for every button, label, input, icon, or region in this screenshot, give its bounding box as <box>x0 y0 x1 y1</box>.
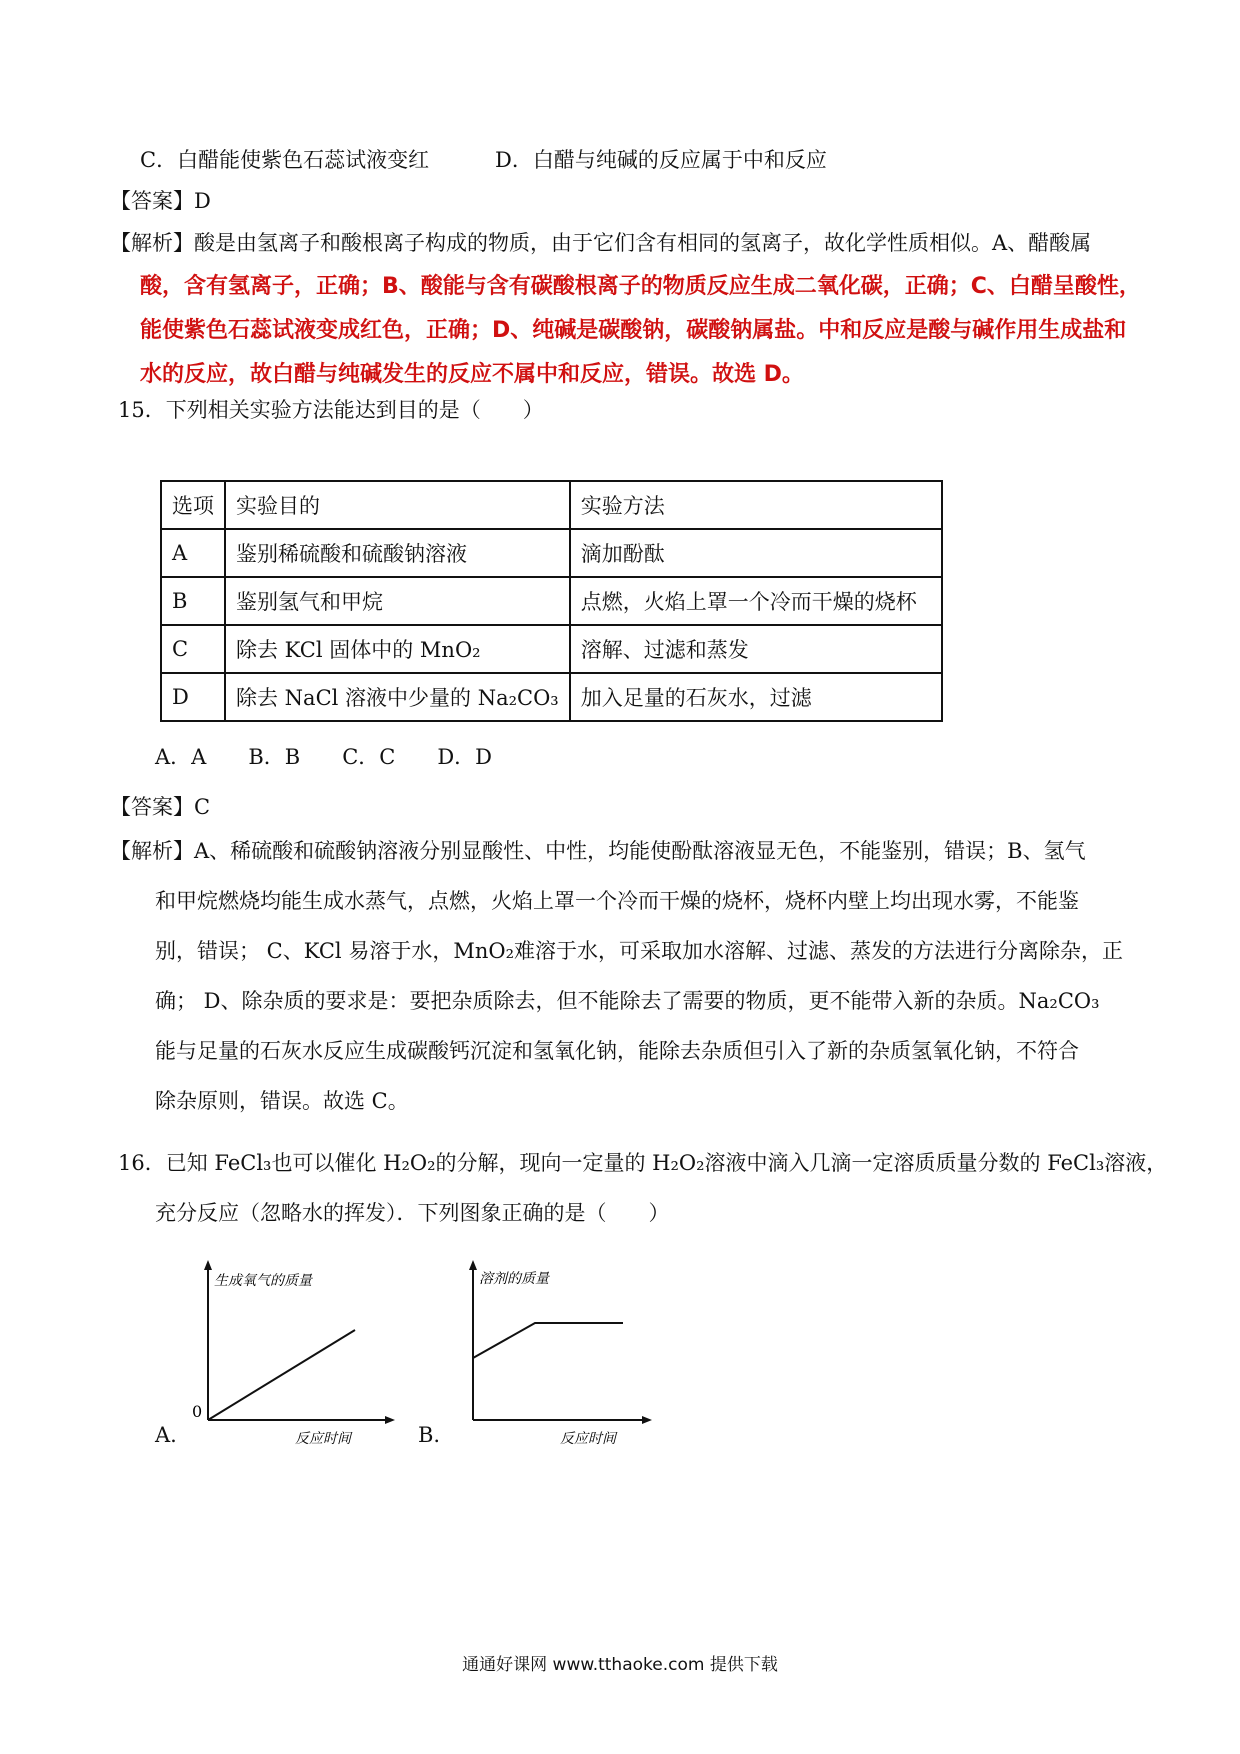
table-cell: D <box>161 673 225 721</box>
table-row <box>161 673 942 721</box>
table-cell: C <box>161 625 225 673</box>
table-cell: 滴加酚酞 <box>570 529 942 577</box>
graph-a-x-arrow <box>385 1416 395 1424</box>
answer-label: 【答案】 <box>110 189 194 213</box>
q15-analysis-line-5: 能与足量的石灰水反应生成碳酸钙沉淀和氢氧化钠，能除去杂质但引入了新的杂质氢氧化钠，不符合 <box>155 1039 1079 1063</box>
q14-analysis-line-1 <box>110 218 1091 268</box>
graph-a-label: A. <box>155 1423 177 1447</box>
graph-a-data-line <box>208 1330 355 1420</box>
q14-analysis-line-4: 水的反应，故白醋与纯碱发生的反应不属中和反应，错误。故选 D。 <box>140 362 804 387</box>
analysis-text: A、稀硫酸和硫酸钠溶液分别显酸性、中性，均能使酚酞溶液显无色，不能鉴别，错误；B、氢气 <box>194 839 1086 863</box>
graph-a <box>190 1255 410 1445</box>
graph-b-xlabel: 反应时间 <box>560 1431 616 1445</box>
graph-a-origin: 0 <box>192 1402 203 1421</box>
q16-stem-line-1: 16．已知 FeCl₃也可以催化 H₂O₂的分解，现向一定量的 H₂O₂溶液中滴入几滴一定溶质质量分数的 FeCl₃溶液， <box>118 1151 1168 1175</box>
table-cell: 鉴别稀硫酸和硫酸钠溶液 <box>225 529 570 577</box>
q15-analysis-line-6: 除杂原则，错误。故选 C。 <box>155 1089 409 1113</box>
q15-analysis-line-4: 确； D、除杂质的要求是：要把杂质除去，但不能除去了需要的物质，更不能带入新的杂质。Na₂CO₃ <box>155 989 1100 1013</box>
table-header-row <box>161 481 942 529</box>
q15-table <box>160 480 943 722</box>
q15-choices: A．A B．B C．C D．D <box>155 745 493 769</box>
graph-b-y-arrow <box>469 1260 477 1270</box>
graph-b <box>455 1255 665 1445</box>
table-cell: 加入足量的石灰水，过滤 <box>570 673 942 721</box>
table-cell: B <box>161 577 225 625</box>
q15-analysis-line-1 <box>110 826 1086 876</box>
table-cell: 除去 NaCl 溶液中少量的 Na₂CO₃ <box>225 673 570 721</box>
q14-analysis-line-2: 酸，含有氢离子，正确；B、酸能与含有碳酸根离子的物质反应生成二氧化碳，正确；C、白醋呈酸性， <box>140 274 1141 299</box>
graph-a-ylabel: 生成氧气的质量 <box>214 1273 312 1289</box>
graph-a-y-arrow <box>204 1260 212 1270</box>
analysis-label: 【解析】 <box>110 839 194 863</box>
graph-b-x-arrow <box>642 1416 652 1424</box>
q14-analysis-line-3: 能使紫色石蕊试液变成红色，正确；D、纯碱是碳酸钠，碳酸钠属盐。中和反应是酸与碱作用生成盐和 <box>140 318 1127 343</box>
table-cell: 点燃，火焰上罩一个冷而干燥的烧杯 <box>570 577 942 625</box>
table-cell: 溶解、过滤和蒸发 <box>570 625 942 673</box>
q15-analysis-line-3: 别，错误； C、KCl 易溶于水，MnO₂难溶于水，可采取加水溶解、过滤、蒸发的方法进行分离除杂，正 <box>155 939 1123 963</box>
graph-b-ylabel: 溶剂的质量 <box>479 1271 549 1287</box>
q14-answer <box>110 186 211 216</box>
table-cell: 除去 KCl 固体中的 MnO₂ <box>225 625 570 673</box>
graph-a-xlabel: 反应时间 <box>295 1431 351 1445</box>
graph-b-data-line <box>473 1323 623 1358</box>
page-footer: 通通好课网 www.tthaoke.com 提供下载 <box>462 1655 778 1675</box>
header-cell: 实验目的 <box>225 481 570 529</box>
table-cell: 鉴别氢气和甲烷 <box>225 577 570 625</box>
q15-answer <box>110 792 210 822</box>
table-row <box>161 529 942 577</box>
q15-analysis-line-2: 和甲烷燃烧均能生成水蒸气，点燃，火焰上罩一个冷而干燥的烧杯，烧杯内壁上均出现水雾，不能鉴 <box>155 889 1079 913</box>
header-cell: 选项 <box>161 481 225 529</box>
analysis-label: 【解析】 <box>110 231 194 255</box>
q14-option-c: C．白醋能使紫色石蕊试液变红 <box>140 148 430 172</box>
table-cell: A <box>161 529 225 577</box>
table-row <box>161 577 942 625</box>
answer-label: 【答案】 <box>110 795 194 819</box>
graph-b-label: B. <box>418 1423 441 1447</box>
header-cell: 实验方法 <box>570 481 942 529</box>
q14-option-d: D．白醋与纯碱的反应属于中和反应 <box>495 148 827 172</box>
q16-stem-line-2: 充分反应（忽略水的挥发）．下列图象正确的是（ ） <box>155 1201 670 1225</box>
analysis-text: 酸是由氢离子和酸根离子构成的物质，由于它们含有相同的氢离子，故化学性质相似。A、醋酸属 <box>194 231 1092 255</box>
q15-stem: 15．下列相关实验方法能达到目的是（ ） <box>118 398 544 422</box>
answer-value: D <box>194 189 211 213</box>
table-row <box>161 625 942 673</box>
answer-value: C <box>194 795 211 819</box>
